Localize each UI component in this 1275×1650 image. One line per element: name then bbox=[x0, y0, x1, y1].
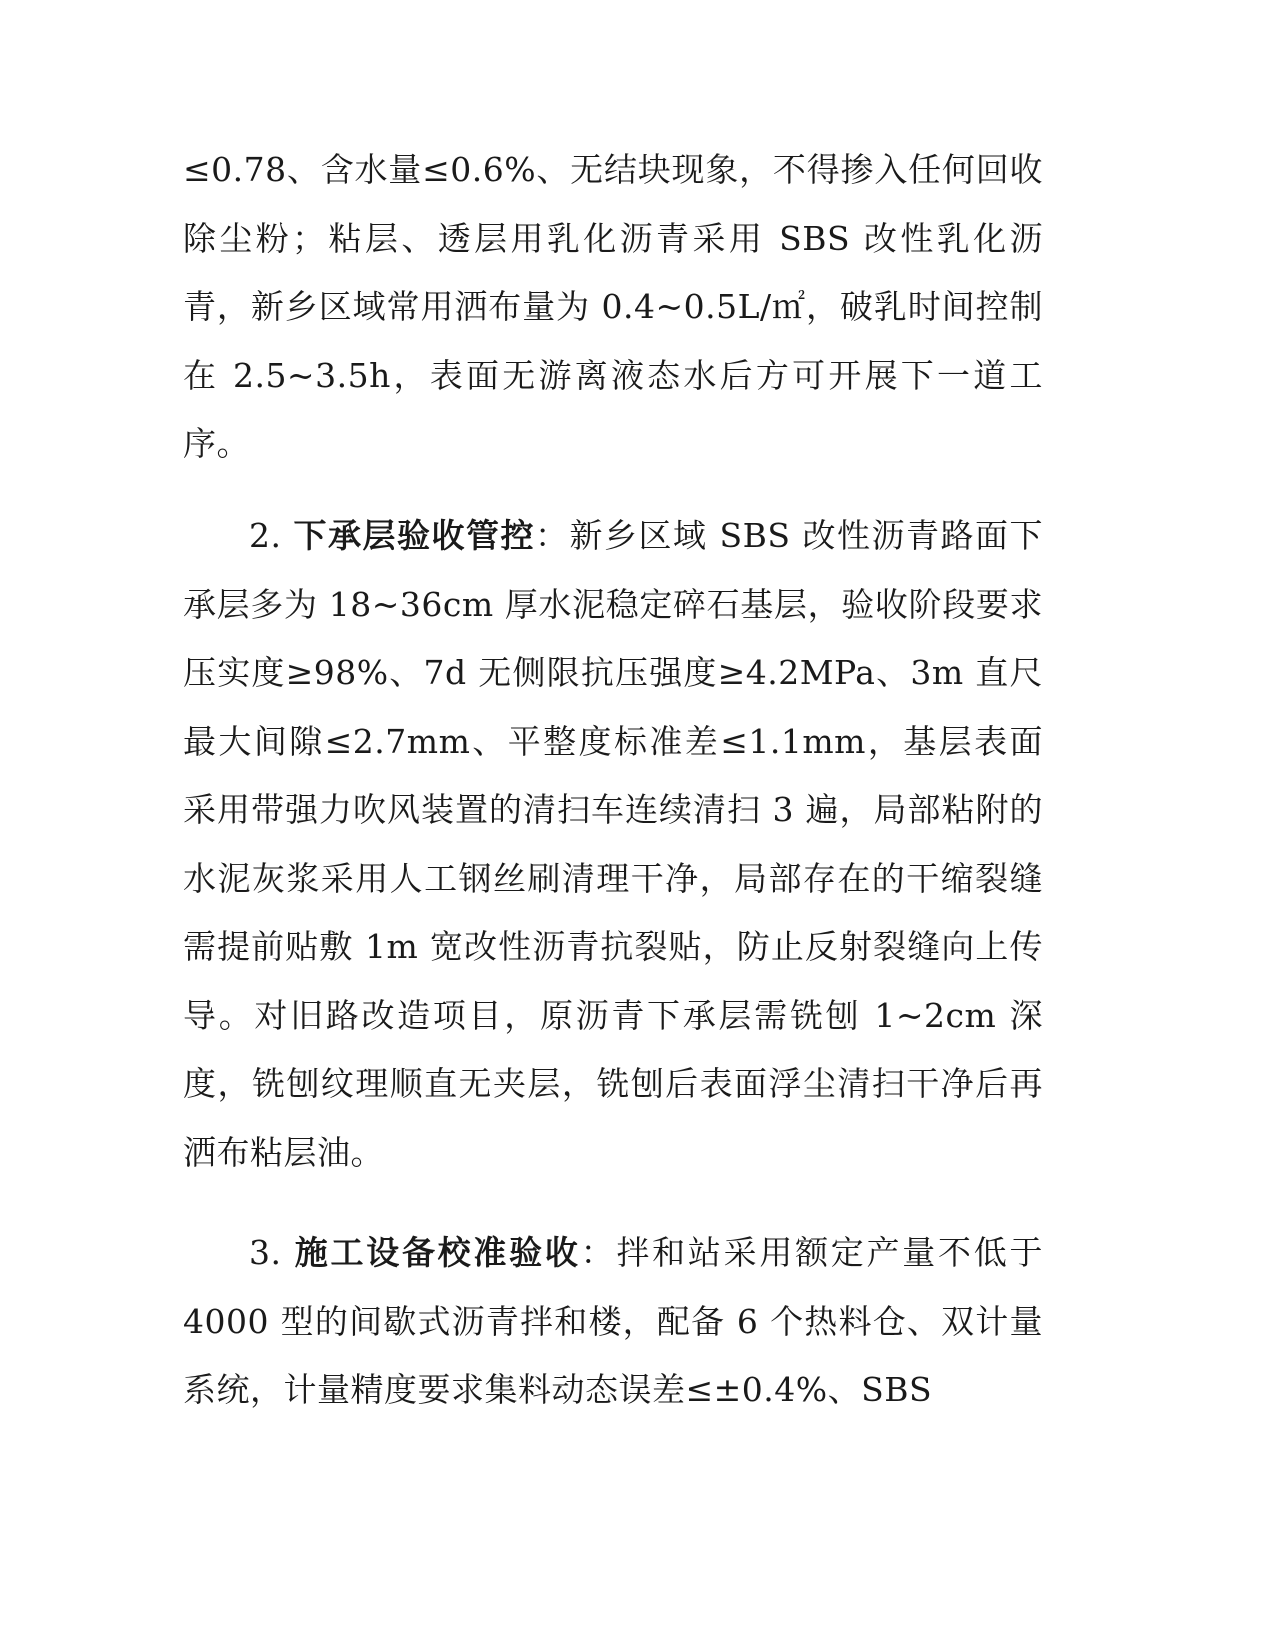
paragraph-number: 2. bbox=[249, 516, 282, 555]
paragraph-2 bbox=[183, 502, 1043, 1187]
paragraph-body: ≤0.78、含水量≤0.6%、无结块现象，不得掺入任何回收除尘粉；粘层、透层用乳化沥青采用 SBS 改性乳化沥青，新乡区域常用洒布量为 0.4~0.5L/㎡，破乳时间控制在 2.5~3.5h，表面无游离液态水后方可开展下一道工序。 bbox=[183, 150, 1043, 463]
paragraph-heading: 下承层验收管控 bbox=[293, 516, 536, 555]
paragraph-body: ：拌和站采用额定产量不低于 4000 型的间歇式沥青拌和楼，配备 6 个热料仓、双计量系统，计量精度要求集料动态误差≤±0.4%、SBS bbox=[183, 1233, 1043, 1409]
paragraph-continued bbox=[183, 136, 1043, 479]
paragraph-heading: 施工设备校准验收 bbox=[294, 1233, 581, 1272]
paragraph-3 bbox=[183, 1219, 1043, 1425]
paragraph-number: 3. bbox=[249, 1233, 282, 1272]
paragraph-body: ：新乡区域 SBS 改性沥青路面下承层多为 18~36cm 厚水泥稳定碎石基层，验收阶段要求压实度≥98%、7d 无侧限抗压强度≥4.2MPa、3m 直尺最大间隙≤2.7mm、平整度标准差≤1.1mm，基层表面采用带强力吹风装置的清扫车连续清扫 3 遍，局部粘附的水泥灰浆采用人工钢丝刷清理干净，局部存在的干缩裂缝需提前贴敷 1m 宽改性沥青抗裂贴，防止反射裂缝向上传导。对旧路改造项目，原沥青下承层需铣刨 1~2cm 深度，铣刨纹理顺直无夹层，铣刨后表面浮尘清扫干净后再洒布粘层油。 bbox=[183, 516, 1043, 1172]
